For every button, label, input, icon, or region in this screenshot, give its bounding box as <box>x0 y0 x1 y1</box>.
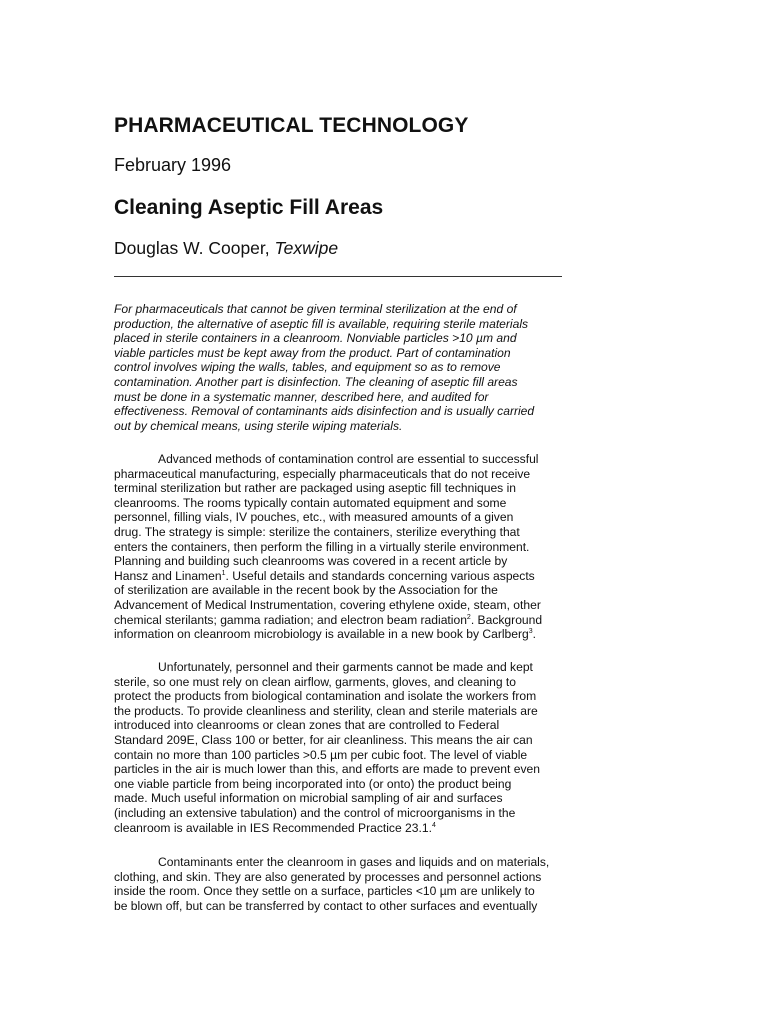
paragraph-line: (including an extensive tabulation) and the control of microorganisms in the <box>114 805 516 820</box>
citation-ref[interactable]: 2 <box>466 613 471 621</box>
paragraph-line <box>114 569 564 584</box>
paragraph-line: the products. To provide cleanliness and sterility, clean and sterile materials are <box>114 703 538 718</box>
paragraph-line: made. Much useful information on microbial sampling of air and surfaces <box>114 791 503 806</box>
paragraph-line: inside the room. Once they settle on a surface, particles <10 µm are unlikely to <box>114 884 535 899</box>
paragraph-line: sterile, so one must rely on clean airflow, garments, gloves, and cleaning to <box>114 674 516 689</box>
paragraph-line: particles in the air is much lower than this, and efforts are made to prevent even <box>114 762 540 777</box>
paragraph-line: of sterilization are available in the recent book by the Association for the <box>114 583 498 598</box>
journal-name: PHARMACEUTICAL TECHNOLOGY <box>114 114 469 137</box>
abstract-line: control involves wiping the walls, tables, and equipment so as to remove <box>114 360 501 375</box>
paragraph-line: contain no more than 100 particles >0.5 µm per cubic foot. The level of viable <box>114 747 528 762</box>
paragraph-line: Contaminants enter the cleanroom in gases and liquids and on materials, <box>158 855 550 869</box>
line-text: cleanroom is available in IES Recommended Practice 23.1. <box>114 820 432 835</box>
citation-ref[interactable]: 1 <box>221 569 226 577</box>
paragraph-line: Advanced methods of contamination control are essential to successful <box>158 452 539 466</box>
paragraph-line: cleanrooms. The rooms typically contain automated equipment and some <box>114 495 507 510</box>
paragraph-line: Planning and building such cleanrooms was covered in a recent article by <box>114 554 508 569</box>
abstract-line: must be done in a systematic manner, described here, and audited for <box>114 389 489 404</box>
author-affiliation: Texwipe <box>274 238 339 258</box>
abstract-line: production, the alternative of aseptic fill is available, requiring sterile materials <box>114 316 529 331</box>
paragraph-line: introduced into cleanrooms or clean zones that are controlled to Federal <box>114 718 500 733</box>
line-text: chemical sterilants; gamma radiation; and electron beam radiation <box>114 612 467 627</box>
citation-ref[interactable]: 4 <box>431 821 436 829</box>
body-paragraph-3 <box>114 855 564 913</box>
abstract-line: out by chemical means, using sterile wiping materials. <box>114 418 403 433</box>
paragraph-line: personnel, filling vials, IV pouches, etc., with measured amounts of a given <box>114 510 514 525</box>
line-text: . <box>532 627 537 642</box>
article-title: Cleaning Aseptic Fill Areas <box>114 196 384 219</box>
author-name: Douglas W. Cooper, <box>114 238 275 258</box>
paragraph-line: clothing, and skin. They are also generated by processes and personnel actions <box>114 869 542 884</box>
body-paragraph-2 <box>114 660 564 835</box>
issue-date: February 1996 <box>114 155 232 175</box>
abstract-line: effectiveness. Removal of contaminants aids disinfection and is usually carried <box>114 404 535 419</box>
body-paragraph-1 <box>114 452 564 642</box>
citation-ref[interactable]: 3 <box>528 628 533 636</box>
paragraph-line <box>114 613 564 628</box>
line-text: . Useful details and standards concerning various aspects <box>225 568 535 583</box>
paragraph-line: protect the products from biological contamination and isolate the workers from <box>114 689 537 704</box>
abstract-line: contamination. Another part is disinfection. The cleaning of aseptic fill areas <box>114 374 518 389</box>
abstract-line: For pharmaceuticals that cannot be given terminal sterilization at the end of <box>114 302 517 316</box>
abstract-line: placed in sterile containers in a cleanroom. Nonviable particles >10 µm and <box>114 331 517 346</box>
paragraph-line: drug. The strategy is simple: sterilize the containers, sterilize everything that <box>114 524 520 539</box>
paragraph-line: be blown off, but can be transferred by contact to other surfaces and eventually <box>114 898 538 913</box>
paragraph-line <box>114 627 564 642</box>
paragraph-line <box>114 821 564 836</box>
paragraph-line: one viable particle from being incorporated into (or onto) the product being <box>114 776 512 791</box>
byline <box>114 238 338 259</box>
abstract-line: viable particles must be kept away from the product. Part of contamination <box>114 345 511 360</box>
paragraph-line: enters the containers, then perform the filling in a virtually sterile environment. <box>114 539 530 554</box>
paragraph-line: Advancement of Medical Instrumentation, covering ethylene oxide, steam, other <box>114 597 541 612</box>
line-text: information on cleanroom microbiology is available in a new book by Carlberg <box>114 627 529 642</box>
title-divider <box>114 276 562 277</box>
abstract <box>114 302 564 433</box>
line-text: . Background <box>470 612 543 627</box>
paragraph-line: Standard 209E, Class 100 or better, for air cleanliness. This means the air can <box>114 732 533 747</box>
paragraph-line: pharmaceutical manufacturing, especially pharmaceuticals that do not receive <box>114 466 531 481</box>
paragraph-line: terminal sterilization but rather are packaged using aseptic fill techniques in <box>114 481 516 496</box>
line-text: Hansz and Linamen <box>114 568 222 583</box>
paragraph-line: Unfortunately, personnel and their garments cannot be made and kept <box>158 660 533 674</box>
